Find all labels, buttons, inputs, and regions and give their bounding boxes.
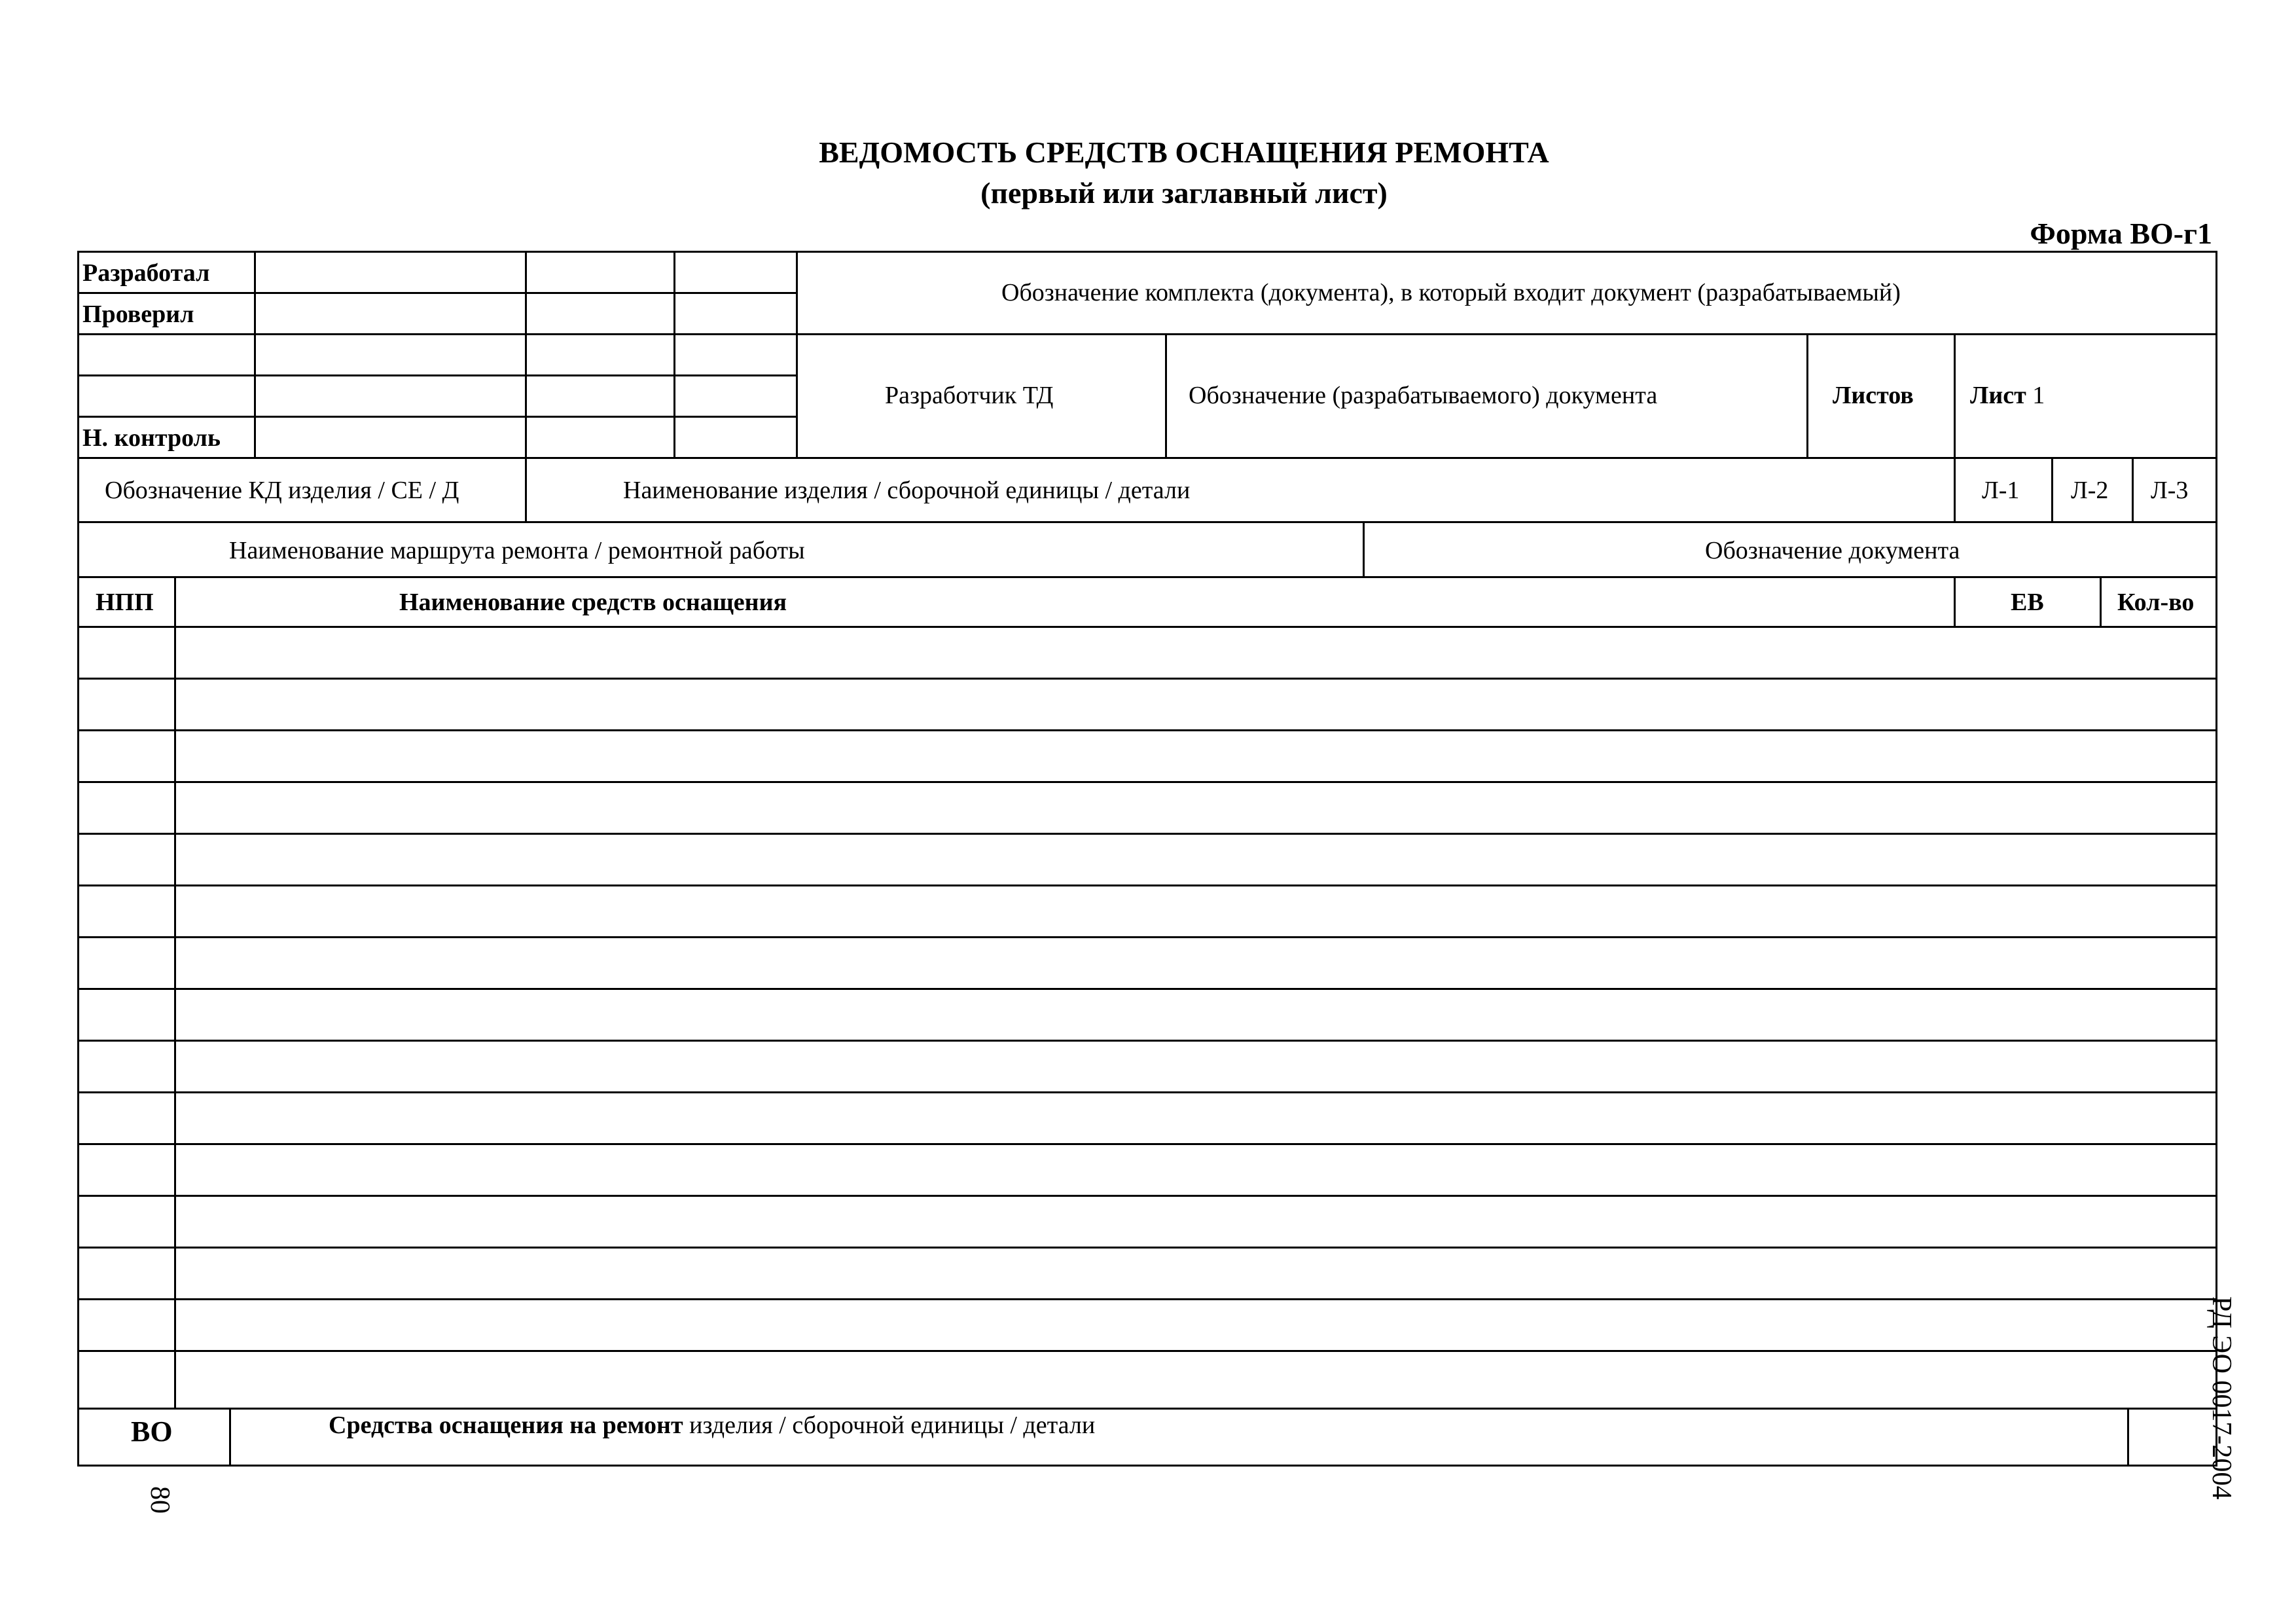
- sheet-number: 1: [2032, 382, 2045, 409]
- sheets-label: Листов: [1833, 382, 1914, 409]
- developed-label: Разработал: [82, 259, 210, 287]
- sheet-label-text: Лист: [1970, 382, 2026, 409]
- col-name: Наименование средств оснащения: [399, 589, 787, 616]
- checked-label: Проверил: [82, 301, 194, 328]
- product-name-label: Наименование изделия / сборочной единицы / детали: [623, 477, 1191, 504]
- norm-control-label: Н. контроль: [82, 424, 221, 452]
- route-name-label: Наименование маршрута ремонта / ремонтной работы: [229, 537, 805, 564]
- l2-label: Л-2: [2071, 477, 2109, 504]
- document-designation-label: Обозначение документа: [1705, 537, 1960, 564]
- col-ev: ЕВ: [2011, 589, 2044, 616]
- l3-label: Л-3: [2151, 477, 2189, 504]
- kd-designation-label: Обозначение КД изделия / СЕ / Д: [105, 477, 459, 504]
- l1-label: Л-1: [1982, 477, 2020, 504]
- page-subtitle: (первый или заглавный лист): [980, 176, 1388, 210]
- footer-caption: [329, 1413, 1095, 1438]
- form-code: Форма ВО-г1: [2030, 217, 2212, 250]
- page-title: ВЕДОМОСТЬ СРЕДСТВ ОСНАЩЕНИЯ РЕМОНТА: [819, 136, 1549, 169]
- footer-caption-bold: Средства оснащения на ремонт: [329, 1412, 683, 1439]
- sheet-label: [1970, 383, 2045, 408]
- footer-code: ВО: [131, 1415, 173, 1448]
- page-number: 80: [145, 1486, 175, 1514]
- td-developer-label: Разработчик ТД: [885, 382, 1054, 409]
- col-qty: Кол-во: [2117, 589, 2195, 616]
- col-npp: НПП: [96, 589, 154, 616]
- footer-caption-rest: изделия / сборочной единицы / детали: [683, 1412, 1096, 1439]
- kit-designation-label: Обозначение комплекта (документа), в который входит документ (разрабатываемый): [1001, 279, 1901, 306]
- doc-designation-label: Обозначение (разрабатываемого) документа: [1189, 382, 1658, 409]
- standard-code: РД ЭО 0017-2004: [2206, 1296, 2236, 1500]
